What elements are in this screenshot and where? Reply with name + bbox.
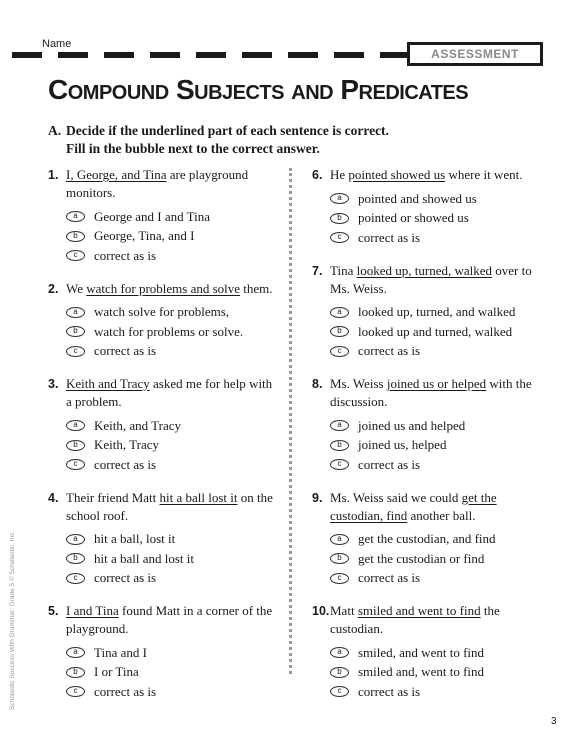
answer-bubble[interactable] xyxy=(330,647,349,658)
question-number: 2. xyxy=(48,281,59,296)
question-number: 10. xyxy=(312,604,330,618)
answer-bubble[interactable] xyxy=(330,667,349,678)
instructions-line-1: Decide if the underlined part of each sentence is correct. xyxy=(66,123,389,138)
answer-text: Keith, and Tracy xyxy=(94,417,182,433)
question-text-after: are playground monitors. xyxy=(66,167,249,200)
answer-option-b[interactable] xyxy=(66,436,276,456)
answer-text: pointed or showed us xyxy=(358,210,469,226)
answer-option-b[interactable] xyxy=(66,227,276,247)
answer-text: George and I and Tina xyxy=(94,208,211,224)
answer-options xyxy=(330,530,540,589)
answer-option-c[interactable] xyxy=(330,682,540,702)
answer-option-b[interactable] xyxy=(66,549,276,569)
answer-options xyxy=(330,643,540,702)
question-9 xyxy=(312,489,540,589)
question-number: 4. xyxy=(48,490,59,505)
question-underlined-part: I, George, and Tina xyxy=(66,167,167,182)
answer-text: correct as is xyxy=(94,456,157,472)
bubble-letter: a xyxy=(73,420,78,430)
question-column-right xyxy=(312,166,540,716)
bubble-letter: a xyxy=(337,420,342,430)
bubble-letter: c xyxy=(73,572,78,582)
question-text-after: over to Ms. Weiss. xyxy=(330,262,532,296)
answer-options xyxy=(330,303,540,362)
column-divider xyxy=(289,168,292,674)
answer-option-a[interactable] xyxy=(330,530,540,550)
answer-bubble[interactable] xyxy=(330,420,349,431)
question-number: 8. xyxy=(312,377,323,391)
answer-options xyxy=(66,303,276,362)
answer-option-a[interactable] xyxy=(66,643,276,663)
answer-text: watch solve for problems, xyxy=(94,304,230,320)
answer-bubble[interactable] xyxy=(330,232,349,243)
answer-text: Keith, Tracy xyxy=(94,437,159,453)
question-number: 6. xyxy=(312,168,323,182)
answer-text: pointed and showed us xyxy=(358,190,477,206)
assessment-label: ASSESSMENT xyxy=(412,47,538,61)
answer-text: hit a ball and lost it xyxy=(94,550,195,566)
bubble-letter: b xyxy=(73,666,78,676)
answer-text: get the custodian or find xyxy=(358,550,485,566)
bubble-letter: a xyxy=(73,647,78,657)
bubble-letter: c xyxy=(337,459,342,469)
answer-text: correct as is xyxy=(94,683,157,699)
answer-bubble[interactable] xyxy=(66,211,85,222)
answer-bubble[interactable] xyxy=(66,346,85,357)
answer-option-a[interactable] xyxy=(66,303,276,323)
question-column-left xyxy=(48,166,276,716)
question-text-after: them. xyxy=(240,280,273,296)
answer-option-b[interactable] xyxy=(330,549,540,569)
question-text xyxy=(330,375,540,411)
bubble-letter: c xyxy=(337,686,342,696)
answer-option-c[interactable] xyxy=(66,246,276,266)
page-number: 3 xyxy=(551,716,557,727)
answer-bubble[interactable] xyxy=(330,459,349,470)
answer-option-a[interactable] xyxy=(330,303,540,323)
question-text-before: Their friend Matt xyxy=(66,489,160,505)
question-text xyxy=(66,602,276,638)
bubble-letter: a xyxy=(73,533,78,543)
answer-options xyxy=(330,189,540,248)
answer-text: joined us and helped xyxy=(358,417,466,433)
bubble-letter: c xyxy=(73,345,78,355)
answer-text: hit a ball, lost it xyxy=(94,531,176,547)
bubble-letter: a xyxy=(73,211,78,221)
question-text-after: the custodian. xyxy=(330,603,500,636)
question-5 xyxy=(48,602,276,702)
question-1 xyxy=(48,166,276,266)
question-text xyxy=(330,602,540,638)
answer-bubble[interactable] xyxy=(330,440,349,451)
question-text-after: asked me for help with a problem. xyxy=(66,376,273,409)
answer-option-b[interactable] xyxy=(330,322,540,342)
question-number: 5. xyxy=(48,604,59,618)
answer-bubble[interactable] xyxy=(66,250,85,261)
question-underlined-part: hit a ball lost it xyxy=(159,489,238,505)
bubble-letter: a xyxy=(337,306,342,316)
bubble-letter: b xyxy=(337,666,342,676)
question-text xyxy=(66,280,276,298)
question-text xyxy=(330,166,540,184)
answer-text: looked up and turned, walked xyxy=(358,323,513,339)
answer-option-b[interactable] xyxy=(66,663,276,683)
answer-option-b[interactable] xyxy=(66,322,276,342)
answer-text: joined us, helped xyxy=(358,437,447,453)
question-text-before: Matt xyxy=(330,603,358,618)
answer-bubble[interactable] xyxy=(66,231,85,242)
question-6 xyxy=(312,166,540,248)
bubble-letter: b xyxy=(337,326,342,336)
question-text-before: Ms. Weiss said we could xyxy=(330,489,462,505)
answer-text: correct as is xyxy=(94,570,157,586)
answer-bubble[interactable] xyxy=(66,667,85,678)
answer-text: Tina and I xyxy=(94,644,147,660)
question-text-before: He xyxy=(330,167,349,182)
answer-option-c[interactable] xyxy=(330,569,540,589)
bubble-letter: b xyxy=(73,439,78,449)
question-text xyxy=(66,375,276,411)
question-underlined-part: watch for problems and solve xyxy=(86,280,241,296)
answer-bubble[interactable] xyxy=(330,307,349,318)
page-title: Compound Subjects and Predicates xyxy=(48,74,469,105)
question-number: 1. xyxy=(48,168,59,182)
answer-bubble[interactable] xyxy=(66,573,85,584)
answer-option-a[interactable] xyxy=(330,643,540,663)
answer-option-b[interactable] xyxy=(330,436,540,456)
answer-option-c[interactable] xyxy=(66,455,276,475)
answer-bubble[interactable] xyxy=(66,459,85,470)
answer-text: get the custodian, and find xyxy=(358,531,496,547)
name-dash-line xyxy=(12,52,410,58)
question-underlined-part: smiled and went to find xyxy=(357,603,481,618)
question-text-after: another ball. xyxy=(407,507,476,523)
question-text-after: on the school roof. xyxy=(66,489,273,523)
question-4 xyxy=(48,489,276,589)
answer-text: correct as is xyxy=(94,343,157,359)
name-label: Name xyxy=(42,38,72,50)
question-text-before: Ms. Weiss xyxy=(330,376,387,391)
bubble-letter: a xyxy=(337,647,342,657)
answer-text: looked up, turned, and walked xyxy=(358,304,516,320)
bubble-letter: b xyxy=(73,230,78,240)
question-7 xyxy=(312,262,540,362)
answer-text: correct as is xyxy=(358,570,421,586)
question-text-after: found Matt in a corner of the playground. xyxy=(66,603,273,636)
answer-bubble[interactable] xyxy=(66,647,85,658)
answer-options xyxy=(330,416,540,475)
question-number: 9. xyxy=(312,490,323,505)
bubble-letter: b xyxy=(73,326,78,336)
bubble-letter: a xyxy=(73,306,78,316)
question-underlined-part: I and Tina xyxy=(66,603,119,618)
answer-bubble[interactable] xyxy=(330,553,349,564)
instructions-line-2: Fill in the bubble next to the correct answer. xyxy=(66,141,320,156)
answer-option-c[interactable] xyxy=(330,342,540,362)
instructions xyxy=(48,122,548,158)
question-underlined-part: get the custodian, find xyxy=(330,489,497,523)
bubble-letter: c xyxy=(337,232,342,242)
bubble-letter: b xyxy=(337,553,342,563)
bubble-letter: c xyxy=(73,459,78,469)
question-text xyxy=(66,166,276,202)
answer-text: watch for problems or solve. xyxy=(94,323,244,339)
answer-bubble[interactable] xyxy=(66,686,85,697)
answer-options xyxy=(66,530,276,589)
question-underlined-part: joined us or helped xyxy=(386,376,487,391)
question-8 xyxy=(312,375,540,475)
bubble-letter: a xyxy=(337,533,342,543)
answer-option-a[interactable] xyxy=(66,416,276,436)
question-2 xyxy=(48,280,276,362)
answer-bubble[interactable] xyxy=(330,573,349,584)
answer-bubble[interactable] xyxy=(330,686,349,697)
answer-option-a[interactable] xyxy=(330,189,540,209)
question-text-before: We xyxy=(66,280,87,296)
bubble-letter: c xyxy=(73,250,78,260)
question-text-before: Tina xyxy=(330,262,357,278)
answer-bubble[interactable] xyxy=(330,193,349,204)
bubble-letter: a xyxy=(337,193,342,203)
answer-text: smiled and, went to find xyxy=(358,664,485,680)
answer-text: correct as is xyxy=(358,456,421,472)
answer-bubble[interactable] xyxy=(330,326,349,337)
answer-bubble[interactable] xyxy=(66,440,85,451)
answer-text: correct as is xyxy=(358,229,421,245)
question-3 xyxy=(48,375,276,475)
answer-bubble[interactable] xyxy=(66,307,85,318)
bubble-letter: b xyxy=(337,212,342,222)
answer-options xyxy=(66,416,276,475)
answer-options xyxy=(66,643,276,702)
bubble-letter: b xyxy=(337,439,342,449)
answer-text: I or Tina xyxy=(94,664,139,680)
answer-text: smiled, and went to find xyxy=(358,644,485,660)
answer-option-a[interactable] xyxy=(330,416,540,436)
question-number: 7. xyxy=(312,263,323,278)
answer-options xyxy=(66,207,276,266)
question-text-after: with the discussion. xyxy=(330,376,532,409)
answer-option-a[interactable] xyxy=(66,530,276,550)
answer-option-a[interactable] xyxy=(66,207,276,227)
answer-bubble[interactable] xyxy=(66,326,85,337)
answer-bubble[interactable] xyxy=(66,553,85,564)
question-text-after: where it went. xyxy=(445,167,523,182)
answer-option-c[interactable] xyxy=(330,455,540,475)
answer-text: correct as is xyxy=(358,343,421,359)
bubble-letter: b xyxy=(73,553,78,563)
answer-option-c[interactable] xyxy=(330,228,540,248)
question-number: 3. xyxy=(48,377,59,391)
answer-text: George, Tina, and I xyxy=(94,228,195,244)
answer-option-b[interactable] xyxy=(330,209,540,229)
question-underlined-part: looked up, turned, walked xyxy=(356,262,493,278)
answer-bubble[interactable] xyxy=(330,346,349,357)
answer-bubble[interactable] xyxy=(66,420,85,431)
question-text xyxy=(330,262,540,298)
question-text xyxy=(66,489,276,525)
instructions-letter: A. xyxy=(48,123,62,138)
answer-text: correct as is xyxy=(94,247,157,263)
answer-option-c[interactable] xyxy=(66,569,276,589)
answer-text: correct as is xyxy=(358,683,421,699)
question-underlined-part: pointed showed us xyxy=(348,167,446,182)
question-text xyxy=(330,489,540,525)
answer-option-c[interactable] xyxy=(66,682,276,702)
bubble-letter: c xyxy=(337,345,342,355)
answer-option-c[interactable] xyxy=(66,342,276,362)
answer-bubble[interactable] xyxy=(330,213,349,224)
question-10 xyxy=(312,602,540,702)
answer-bubble[interactable] xyxy=(66,534,85,545)
copyright-credit: Scholastic Success With Grammar: Grade 5 © Scholastic, Inc. xyxy=(9,530,16,710)
question-underlined-part: Keith and Tracy xyxy=(66,376,150,391)
answer-bubble[interactable] xyxy=(330,534,349,545)
bubble-letter: c xyxy=(73,686,78,696)
answer-option-b[interactable] xyxy=(330,663,540,683)
bubble-letter: c xyxy=(337,572,342,582)
